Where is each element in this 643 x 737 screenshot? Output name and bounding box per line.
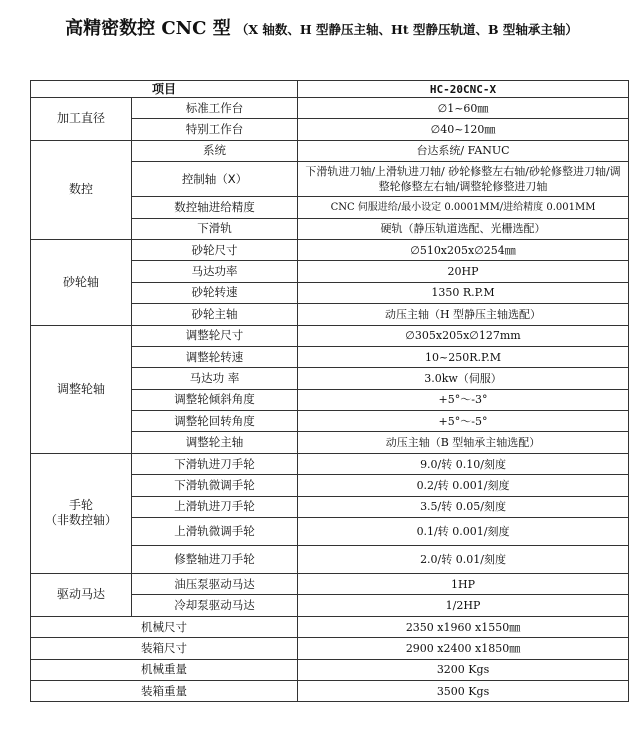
row-label: 修整轴进刀手轮 <box>132 546 298 574</box>
row-label: 下滑轨进刀手轮 <box>132 453 298 474</box>
table-row <box>31 638 629 659</box>
row-value: 3.5/转 0.05/刻度 <box>298 496 629 517</box>
row-label: 冷却泵驱动马达 <box>132 595 298 616</box>
row-value: 1/2HP <box>298 595 629 616</box>
table-row <box>31 616 629 637</box>
row-label: 下滑轨微调手轮 <box>132 475 298 496</box>
group-label-line1: 手轮 <box>68 498 93 513</box>
row-label: 控制轴（X） <box>132 162 298 197</box>
row-value: +5°～-5° <box>298 411 629 432</box>
row-label: 调整轮尺寸 <box>132 325 298 346</box>
row-value: 9.0/转 0.10/刻度 <box>298 453 629 474</box>
document-title <box>0 14 643 40</box>
row-label: 调整轮回转角度 <box>132 411 298 432</box>
row-value: 2350 x1960 x1550㎜ <box>298 616 629 637</box>
row-value: 2900 x2400 x1850㎜ <box>298 638 629 659</box>
row-value: ∅305x205x∅127mm <box>298 325 629 346</box>
row-value: CNC 伺服进给/最小设定 0.0001MM/进给精度 0.001MM <box>298 197 629 218</box>
row-value: +5°～-3° <box>298 389 629 410</box>
row-value: 0.2/转 0.001/刻度 <box>298 475 629 496</box>
row-label: 马达功率 <box>132 261 298 282</box>
row-label: 系统 <box>132 140 298 161</box>
title-subtitle: （X 轴数、H 型静压主轴、Ht 型静压轨道、B 型轴承主轴） <box>235 22 578 37</box>
row-value: 动压主轴（B 型轴承主轴选配） <box>298 432 629 453</box>
row-value: 1HP <box>298 574 629 595</box>
group-label: 调整轮轴 <box>31 325 132 453</box>
row-label: 机械尺寸 <box>31 616 298 637</box>
row-label: 上滑轨进刀手轮 <box>132 496 298 517</box>
table-row <box>31 453 629 474</box>
row-label: 油压泵驱动马达 <box>132 574 298 595</box>
row-value: 硬轨（静压轨道选配、光栅选配） <box>298 218 629 239</box>
row-label: 装箱尺寸 <box>31 638 298 659</box>
row-label: 数控轴进给精度 <box>132 197 298 218</box>
group-label: 驱动马达 <box>31 574 132 617</box>
row-value: 10~250R.P.M <box>298 346 629 367</box>
row-value: ∅1~60㎜ <box>298 98 629 119</box>
row-label: 马达功 率 <box>132 368 298 389</box>
table-row <box>31 98 629 119</box>
row-label: 砂轮主轴 <box>132 304 298 325</box>
row-label: 下滑轨 <box>132 218 298 239</box>
header-row <box>31 81 629 98</box>
row-value: 3200 Kgs <box>298 659 629 680</box>
table-row <box>31 659 629 680</box>
table-row <box>31 325 629 346</box>
row-value: 20HP <box>298 261 629 282</box>
table-row <box>31 680 629 701</box>
row-value: 2.0/转 0.01/刻度 <box>298 546 629 574</box>
table-row <box>31 239 629 260</box>
row-label: 上滑轨微调手轮 <box>132 518 298 546</box>
row-value: ∅510x205x∅254㎜ <box>298 239 629 260</box>
row-label: 调整轮转速 <box>132 346 298 367</box>
group-label <box>31 453 132 573</box>
header-item: 项目 <box>31 81 298 98</box>
group-label: 砂轮轴 <box>31 239 132 325</box>
spec-table <box>30 80 629 702</box>
row-value: 下滑轨进刀轴/上滑轨进刀轴/ 砂轮修整左右轴/砂轮修整进刀轴/调整轮修整左右轴/调整轮修整进刀轴 <box>298 162 629 197</box>
row-label: 砂轮尺寸 <box>132 239 298 260</box>
row-value: 台达系统/ FANUC <box>298 140 629 161</box>
title-main: 高精密数控 CNC 型 <box>65 18 231 39</box>
header-model: HC-20CNC-X <box>298 81 629 98</box>
row-value: ∅40~120㎜ <box>298 119 629 140</box>
row-label: 机械重量 <box>31 659 298 680</box>
table-row <box>31 140 629 161</box>
row-label: 标准工作台 <box>132 98 298 119</box>
row-label: 装箱重量 <box>31 680 298 701</box>
row-value: 动压主轴（H 型静压主轴选配） <box>298 304 629 325</box>
group-label: 加工直径 <box>31 98 132 141</box>
group-label-line2: （非数控轴） <box>44 513 117 528</box>
row-label: 调整轮倾斜角度 <box>132 389 298 410</box>
group-label: 数控 <box>31 140 132 239</box>
row-value: 3.0kw（伺服） <box>298 368 629 389</box>
row-label: 特别工作台 <box>132 119 298 140</box>
table-row <box>31 574 629 595</box>
row-label: 调整轮主轴 <box>132 432 298 453</box>
row-value: 0.1/转 0.001/刻度 <box>298 518 629 546</box>
row-label: 砂轮转速 <box>132 282 298 303</box>
row-value: 3500 Kgs <box>298 680 629 701</box>
row-value: 1350 R.P.M <box>298 282 629 303</box>
